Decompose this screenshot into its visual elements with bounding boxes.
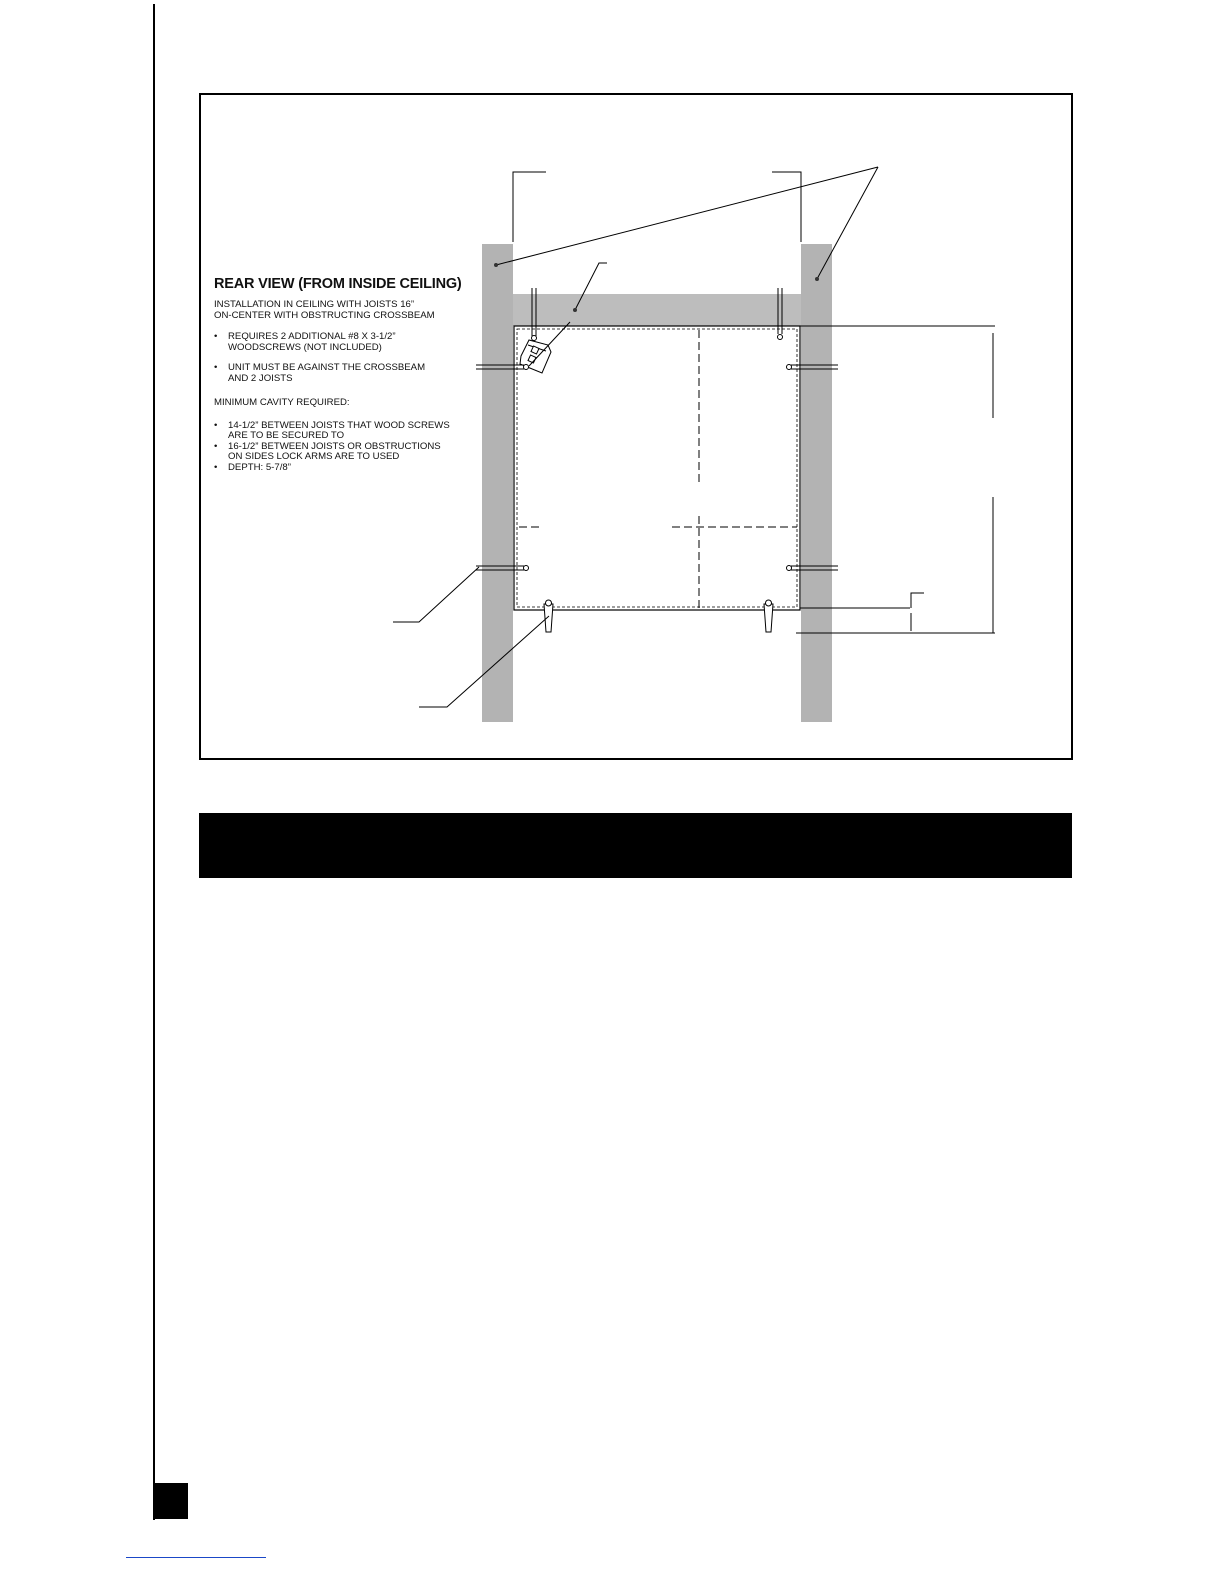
footer-link-underline — [126, 1557, 266, 1558]
figure-caption — [214, 276, 474, 473]
center-lines — [519, 330, 797, 608]
requirements-list — [214, 332, 474, 384]
requirement-line-2: WOODSCREWS (NOT INCLUDED) — [228, 341, 382, 353]
intro-line-2: ON-CENTER WITH OBSTRUCTING CROSSBEAM — [214, 309, 435, 321]
requirement-line-2: AND 2 JOISTS — [228, 372, 293, 384]
requirement-line-1: REQUIRES 2 ADDITIONAL #8 X 3-1/2” — [228, 331, 396, 342]
left-joist — [482, 244, 513, 722]
unit-housing — [514, 326, 800, 610]
list-item — [214, 363, 474, 384]
list-item — [214, 332, 474, 353]
right-joist — [801, 244, 832, 722]
cavity-line-1: DEPTH: 5-7/8” — [228, 461, 291, 473]
cavity-line-1: 16-1/2” BETWEEN JOISTS OR OBSTRUCTIONS — [228, 440, 441, 452]
list-item — [214, 442, 474, 463]
list-item — [214, 421, 474, 442]
crossbeam — [513, 294, 801, 326]
intro-line-1: INSTALLATION IN CEILING WITH JOISTS 16” — [214, 299, 415, 310]
cavity-line-2: ON SIDES LOCK ARMS ARE TO USED — [228, 451, 400, 462]
cavity-line-2: ARE TO BE SECURED TO — [228, 430, 345, 441]
list-item — [214, 463, 474, 474]
lock-arms — [544, 600, 773, 632]
side-wood-screws — [476, 365, 838, 571]
figure-title: REAR VIEW (FROM INSIDE CEILING) — [214, 276, 462, 292]
min-cavity-label: MINIMUM CAVITY REQUIRED: — [214, 397, 350, 408]
page-tab-marker — [153, 1483, 188, 1519]
cavity-list — [214, 421, 474, 474]
cavity-line-1: 14-1/2” BETWEEN JOISTS THAT WOOD SCREWS — [228, 419, 450, 431]
requirement-line-1: UNIT MUST BE AGAINST THE CROSSBEAM — [228, 362, 426, 373]
section-header-bar — [199, 813, 1072, 878]
